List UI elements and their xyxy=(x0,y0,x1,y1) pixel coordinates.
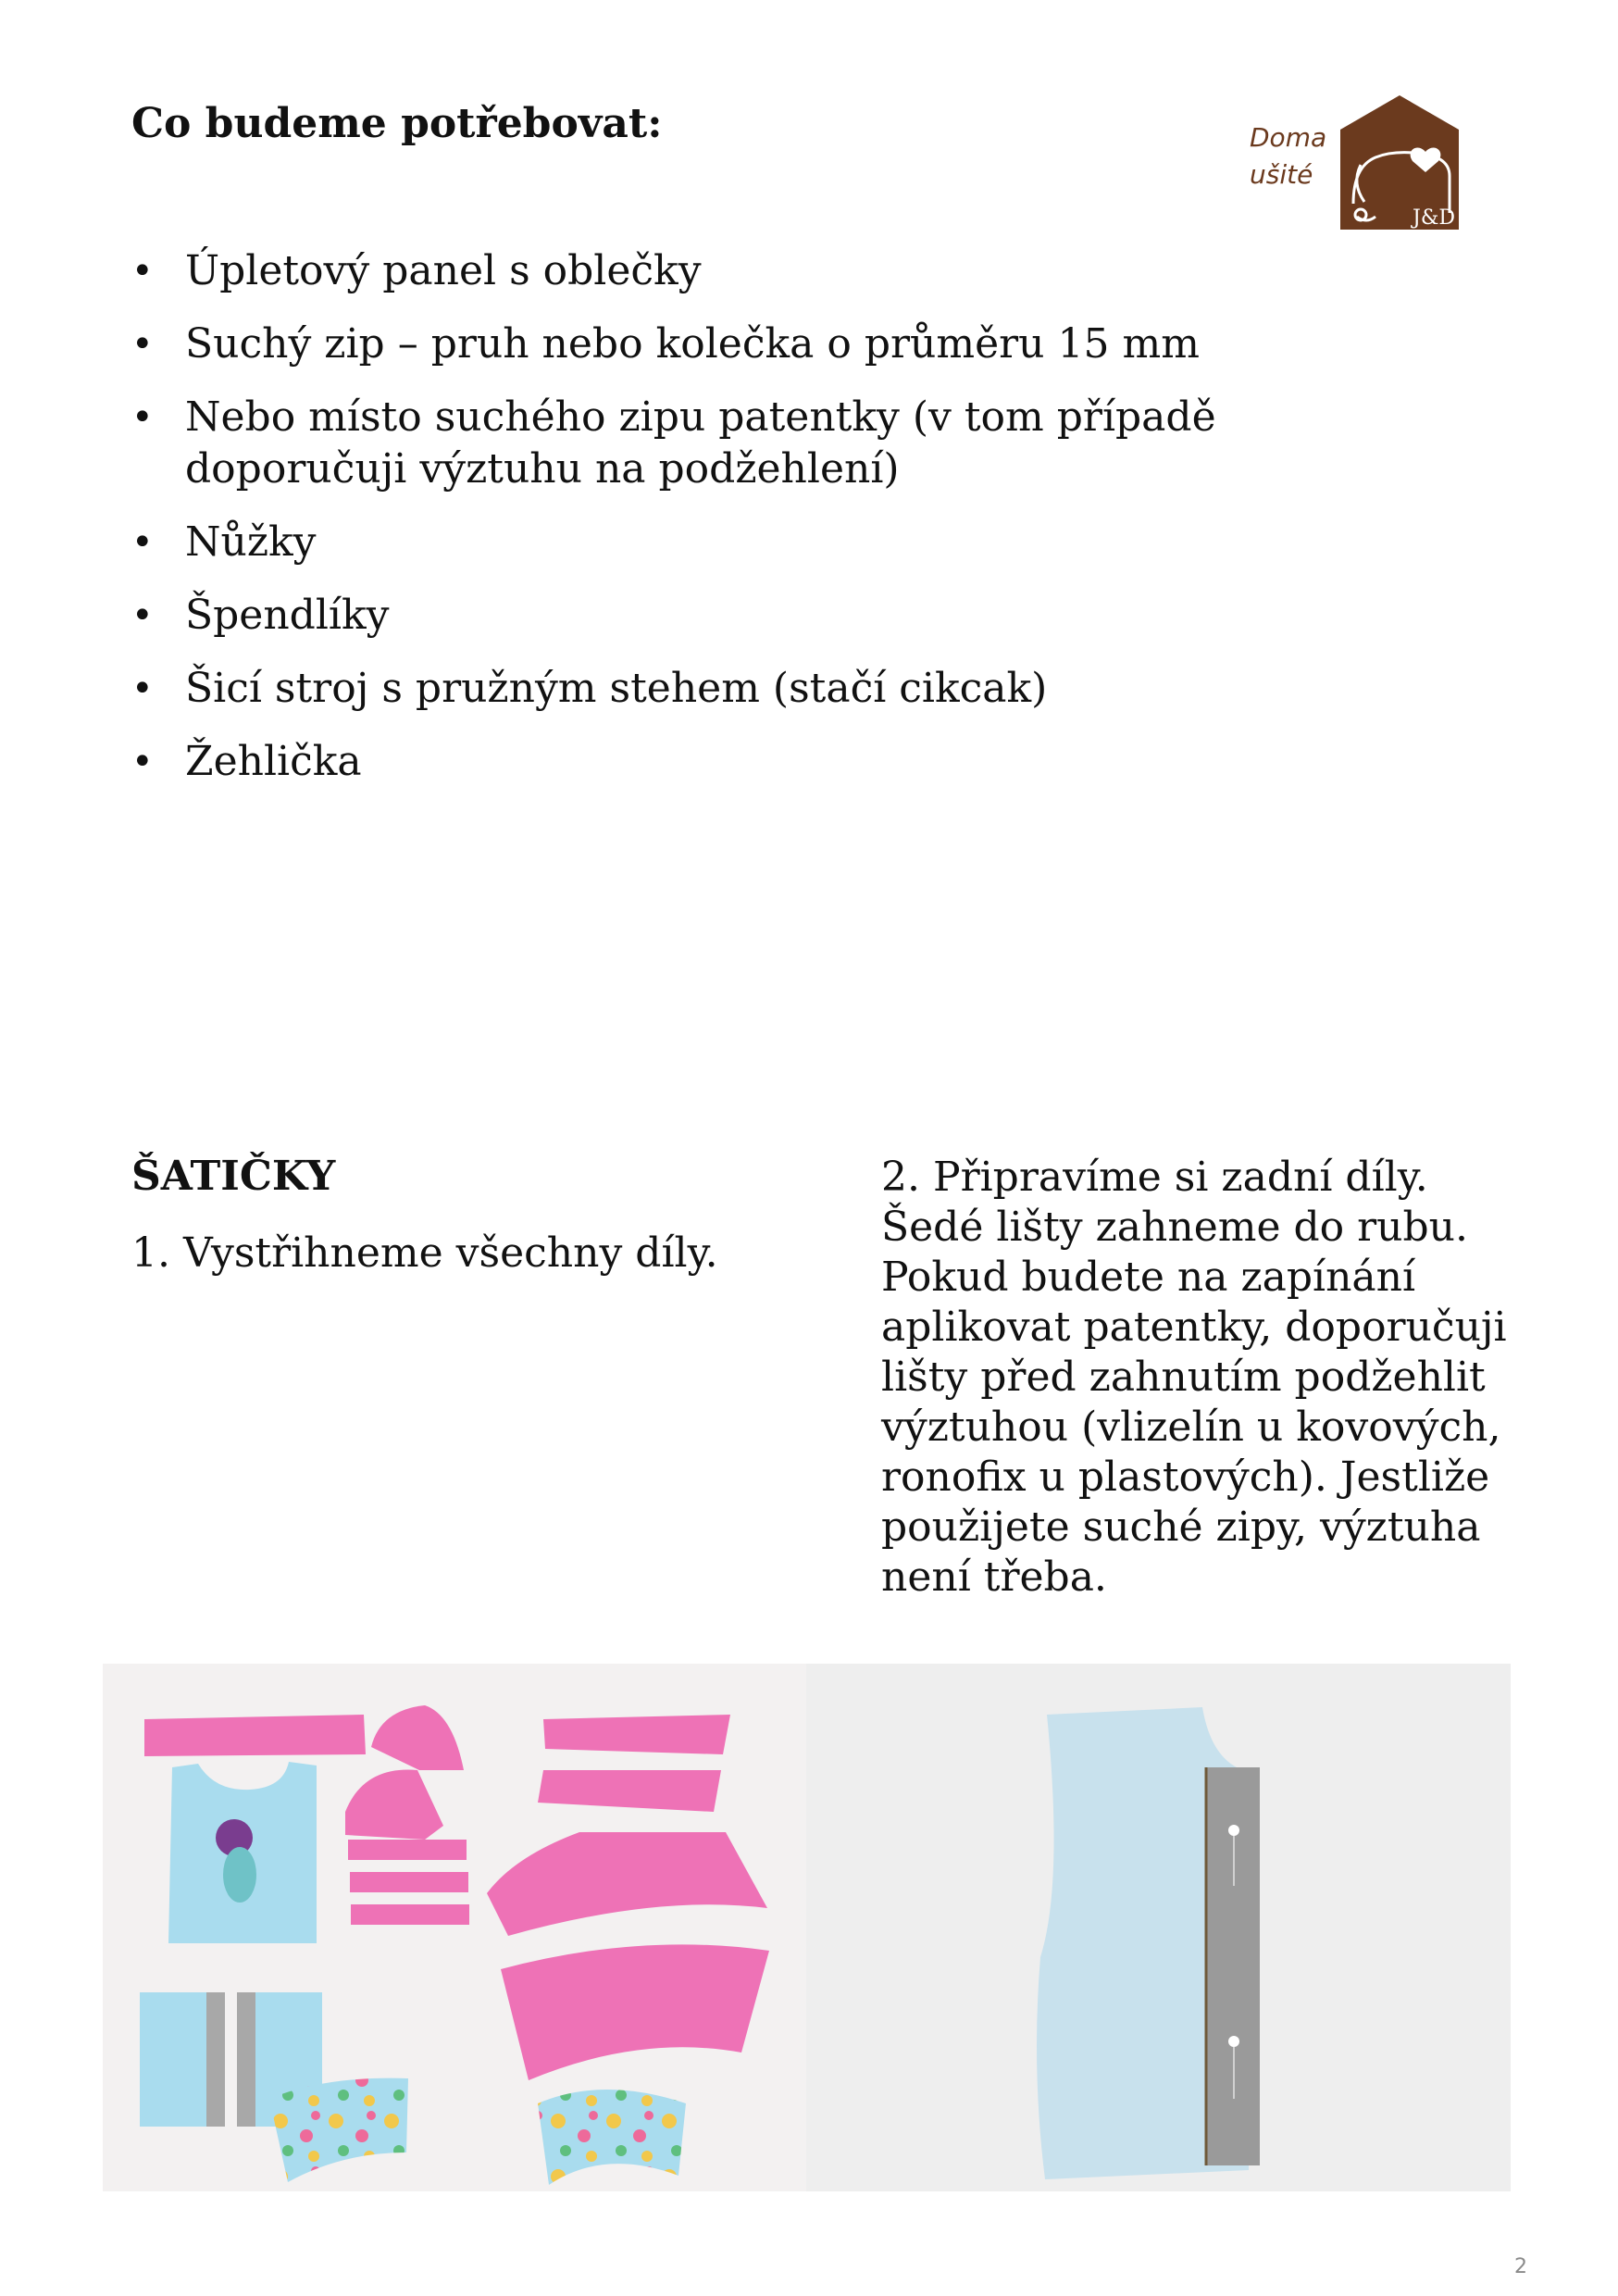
section-heading-dress: ŠATIČKY xyxy=(131,1153,336,1200)
section-heading-needs: Co budeme potřebovat: xyxy=(131,100,663,147)
step-2-text: 2. Připravíme si zadní díly. Šedé lišty zahneme do rubu. Pokud budete na zapínání aplikovat patentky, doporučuji lišty před zahnutím podžehlit výztuhou (vlizelín u kovových, ronofix u plastových). Jestliže použijete suché zipy, výztuha není třeba. xyxy=(881,1154,1507,1601)
logo-initials: J&D xyxy=(1413,206,1456,230)
doma-usite-logo xyxy=(1250,93,1518,230)
page-number: 2 xyxy=(1514,2255,1527,2278)
list-item: • Nůžky xyxy=(131,517,1427,568)
needs-list xyxy=(131,245,1427,809)
pin-icon xyxy=(1228,1825,1239,1836)
back-piece-photo xyxy=(806,1664,1511,2191)
list-item: • Suchý zip – pruh nebo kolečka o průměru 15 mm xyxy=(131,318,1427,370)
list-item: • Žehlička xyxy=(131,736,1427,788)
cut-pieces-photo xyxy=(103,1664,806,2191)
list-item: • Špendlíky xyxy=(131,590,1427,642)
list-item: • Šicí stroj s pružným stehem (stačí cikcak) xyxy=(131,663,1427,715)
step-1-text: 1. Vystřihneme všechny díly. xyxy=(131,1229,718,1277)
logo-text-doma: Doma xyxy=(1250,122,1327,153)
list-item: • Úpletový panel s oblečky xyxy=(131,245,1427,297)
house-icon xyxy=(1340,95,1459,230)
logo-text-usite: ušité xyxy=(1250,159,1313,190)
list-item: • Nebo místo suchého zipu patentky (v tom případě doporučuji výztuhu na podžehlení) xyxy=(131,392,1427,495)
pin-icon xyxy=(1228,2036,1239,2047)
